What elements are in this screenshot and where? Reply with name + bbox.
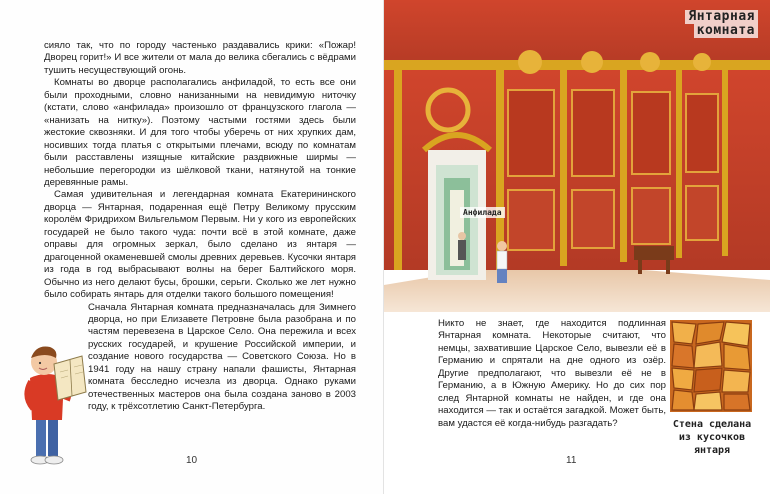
amber-room-illustration	[384, 0, 770, 312]
illustration-title-line: Янтарная	[685, 10, 758, 24]
paragraph: сияло так, что по городу частенько раздавались крики: «Пожар! Дворец горит!» И все жители от мала до велика сбегались с вёдрами тушить несуществующий огонь.	[44, 40, 356, 76]
page-number: 10	[186, 455, 198, 466]
page-number: 11	[566, 455, 577, 466]
right-page	[384, 0, 770, 494]
amber-wall-sample-illustration	[670, 320, 752, 412]
amber-caption: Стена сделана из кусочков янтаря	[672, 419, 752, 456]
illustration-title-line: комната	[694, 24, 758, 38]
boy-reading-illustration	[10, 330, 90, 470]
right-page-text	[438, 318, 666, 430]
left-page-text	[44, 40, 356, 414]
paragraph: Комнаты во дворце располагались анфиладой, то есть все они были проходными, словно нанизанными на невидимую ниточку (кстати, слово «анфилада» произошло от французского глагола — «нанизать на нитку»). Поэтому частыми гостями здесь были жестокие сквозняки. И для того чтобы уберечь от них хрупких дам, носивших тогда платья с открытыми плечами, всюду по комнатам были расставлены изящные китайские раздвижные ширмы — небольшие перегородки из шёлковой ткани, натянутой на тонкие деревянные рамы.	[44, 77, 356, 188]
left-page	[0, 0, 384, 494]
paragraph: Никто не знает, где находится подлинная Янтарная комната. Некоторые считают, что немцы, захватившие Царское Село, вывезли её в Германию и спрятали на дне одного из озёр. Другие предполагают, что вывезли её не в Германию, а в Южную Америку. Но до сих пор след Янтарной комнаты не найден, и где она находится — так и остаётся загадкой. Может быть, вам удастся её когда-нибудь разгадать?	[438, 318, 666, 429]
paragraph: Самая удивительная и легендарная комната Екатерининского дворца — Янтарная, подаренная ещё Петру Великому прусским королём Фридрихом Вильгельмом Первым. Ни у кого из европейских государей не было такого чуда: почти всё в этой комнате, даже оправы для огромных зеркал, было сделано из янтаря — драгоценной окаменевшей смолы древних деревьев. Кусочки янтаря из года в год выбрасывают волны на берег Балтийского моря. Обычно из него делают бусы, брошки, серьги. Сколько же лет нужно было собирать янтарь для отделки такого большого помещения!	[44, 189, 356, 301]
illustration-title	[608, 10, 758, 38]
enfilade-label: Анфилада	[460, 207, 505, 218]
paragraph: Сначала Янтарная комната предназначалась для Зимнего дворца, но при Елизавете Петровне была разобрана и по частям перевезена в Царское Село. Она пережила и всех русских государей, и крушение Российской империи, и создание нового государства — Советского Союза. Но в 1941 году на нашу страну напали фашисты, Янтарная комната бесследно исчезла из дворца. Однако руками отечественных мастеров она была создана заново в 2003 году, к трёхсотлетию Санкт-Петербурга.	[88, 301, 356, 413]
